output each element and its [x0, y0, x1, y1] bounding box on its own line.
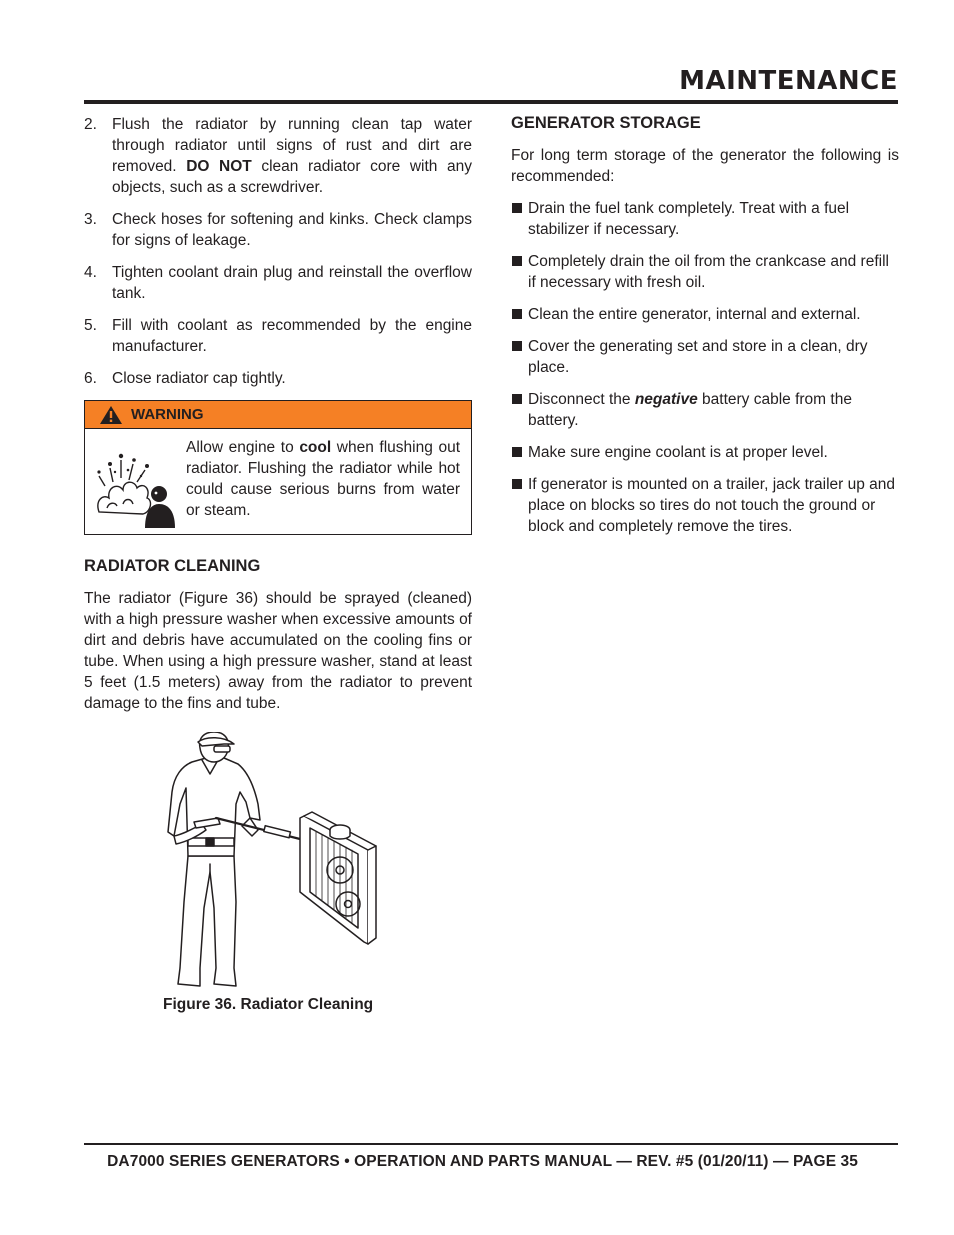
bullet-text: Completely drain the oil from the crankcase and refill if necessary with fresh oil.: [528, 253, 889, 291]
left-column: [84, 114, 472, 1014]
warning-text-part: Allow engine to: [186, 439, 300, 456]
warning-text-part: when flushing out radiator. Flushing the radiator while hot could cause serious burns from water or steam.: [186, 439, 461, 519]
figure-radiator-cleaning: [84, 732, 472, 1014]
page-footer: DA7000 SERIES GENERATORS • OPERATION AND PARTS MANUAL — REV. #5 (01/20/11) — PAGE 35: [107, 1153, 858, 1170]
warning-header: [85, 401, 471, 429]
bullet-square-icon: [512, 394, 522, 404]
step-text: Flush the radiator by running clean tap water through radiator until signs of rust and dirt are removed.: [112, 116, 472, 175]
warning-body: [85, 429, 471, 534]
list-item: [511, 304, 899, 325]
step-text: Tighten coolant drain plug and reinstall the overflow tank.: [112, 264, 472, 302]
right-column: [511, 114, 899, 548]
warning-text: [179, 437, 460, 521]
step-emphasis: DO NOT: [186, 158, 252, 175]
step-number: 6.: [84, 370, 97, 387]
footer-rule: [84, 1143, 898, 1145]
generator-storage-intro: For long term storage of the generator the following is recommended:: [511, 147, 899, 185]
radiator-cleaning-illustration: [154, 732, 394, 990]
radiator-cleaning-heading: RADIATOR CLEANING: [84, 557, 261, 575]
warning-emphasis: cool: [299, 439, 332, 456]
bullet-square-icon: [512, 309, 522, 319]
step-text: clean radiator core with any objects, such as a screwdriver.: [112, 158, 472, 196]
bullet-text: Disconnect the: [528, 391, 635, 408]
bullet-emphasis: negative: [634, 391, 698, 408]
list-item: [84, 262, 472, 304]
bullet-text: Cover the generating set and store in a clean, dry place.: [528, 338, 868, 376]
bullet-text: Make sure engine coolant is at proper level.: [528, 444, 828, 461]
step-number: 4.: [84, 264, 97, 281]
warning-box: [84, 400, 472, 535]
step-number: 5.: [84, 317, 97, 334]
bullet-text: If generator is mounted on a trailer, jack trailer up and place on blocks so tires do not touch the ground or block and completely remove the tires.: [528, 476, 896, 535]
list-item: [84, 209, 472, 251]
step-text: Close radiator cap tightly.: [112, 370, 286, 387]
bullet-square-icon: [512, 479, 522, 489]
bullet-square-icon: [512, 256, 522, 266]
step-text: Check hoses for softening and kinks. Check clamps for signs of leakage.: [112, 211, 472, 249]
step-text: Fill with coolant as recommended by the engine manufacturer.: [112, 317, 472, 355]
list-item: [511, 198, 899, 240]
bullet-square-icon: [512, 203, 522, 213]
list-item: [511, 251, 899, 293]
list-item: [511, 442, 899, 463]
bullet-text: Drain the fuel tank completely. Treat with a fuel stabilizer if necessary.: [528, 200, 850, 238]
bullet-text: Clean the entire generator, internal and external.: [528, 306, 861, 323]
list-item: [511, 474, 899, 537]
storage-recommendations-list: [511, 198, 899, 537]
generator-storage-heading: GENERATOR STORAGE: [511, 114, 701, 132]
section-title: MAINTENANCE: [679, 66, 898, 96]
bullet-text: battery cable from the battery.: [528, 391, 852, 429]
warning-text-container: [179, 437, 460, 528]
bullet-square-icon: [512, 447, 522, 457]
warning-label: WARNING: [131, 406, 204, 423]
bullet-square-icon: [512, 341, 522, 351]
header-rule: [84, 100, 898, 104]
step-number: 2.: [84, 116, 97, 133]
flush-steps-list: [84, 114, 472, 389]
figure-caption: Figure 36. Radiator Cleaning: [163, 996, 374, 1013]
list-item: [84, 368, 472, 389]
list-item: [84, 114, 472, 198]
step-number: 3.: [84, 211, 97, 228]
burn-hazard-icon: [93, 442, 179, 528]
list-item: [84, 315, 472, 357]
radiator-cleaning-paragraph: The radiator (Figure 36) should be sprayed (cleaned) with a high pressure washer when excessive amounts of dirt and debris have accumulated on the cooling fins or tube. When using a high pressure washer, stand at least 5 feet (1.5 meters) away from the radiator to prevent damage to the fins and tube.: [84, 590, 472, 712]
list-item: [511, 336, 899, 378]
warning-triangle-icon: [99, 405, 123, 425]
list-item: [511, 389, 899, 431]
